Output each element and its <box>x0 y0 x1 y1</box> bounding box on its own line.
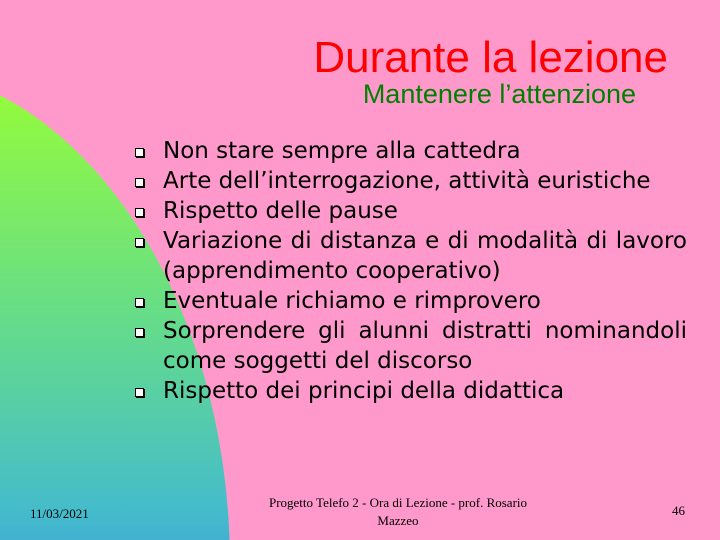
square-bullet-icon <box>135 328 144 337</box>
list-item <box>135 226 687 286</box>
square-bullet-icon <box>135 208 144 217</box>
square-bullet-icon <box>135 148 144 157</box>
list-item <box>135 376 687 406</box>
square-bullet-icon <box>135 298 144 307</box>
square-bullet-icon <box>135 178 144 187</box>
list-item <box>135 196 687 226</box>
list-item-text: Rispetto delle pause <box>163 198 398 224</box>
page-number: 46 <box>672 503 685 518</box>
square-bullet-icon <box>135 238 144 247</box>
square-bullet-icon <box>135 388 144 397</box>
footer-date: 11/03/2021 <box>30 506 89 521</box>
list-item <box>135 166 687 196</box>
list-item-text: Eventuale richiamo e rimprovero <box>163 288 541 314</box>
slide-title: Durante la lezione <box>313 33 668 82</box>
list-item <box>135 316 687 376</box>
list-item-text: Arte dell’interrogazione, attività euristiche <box>163 168 651 194</box>
list-item <box>135 286 687 316</box>
bullet-list <box>135 136 687 406</box>
list-item-text: Rispetto dei principi della didattica <box>163 378 565 404</box>
list-item <box>135 136 687 166</box>
slide-subtitle: Mantenere l’attenzione <box>362 79 636 109</box>
footer-text: Progetto Telefo 2 - Ora di Lezione - prof. Rosario Mazzeo <box>268 495 528 528</box>
list-item-text: Sorprendere gli alunni distratti nominandoli come soggetti del discorso <box>163 318 687 374</box>
list-item-text: Non stare sempre alla cattedra <box>163 138 521 164</box>
list-item-text: Variazione di distanza e di modalità di lavoro (apprendimento cooperativo) <box>163 228 687 284</box>
